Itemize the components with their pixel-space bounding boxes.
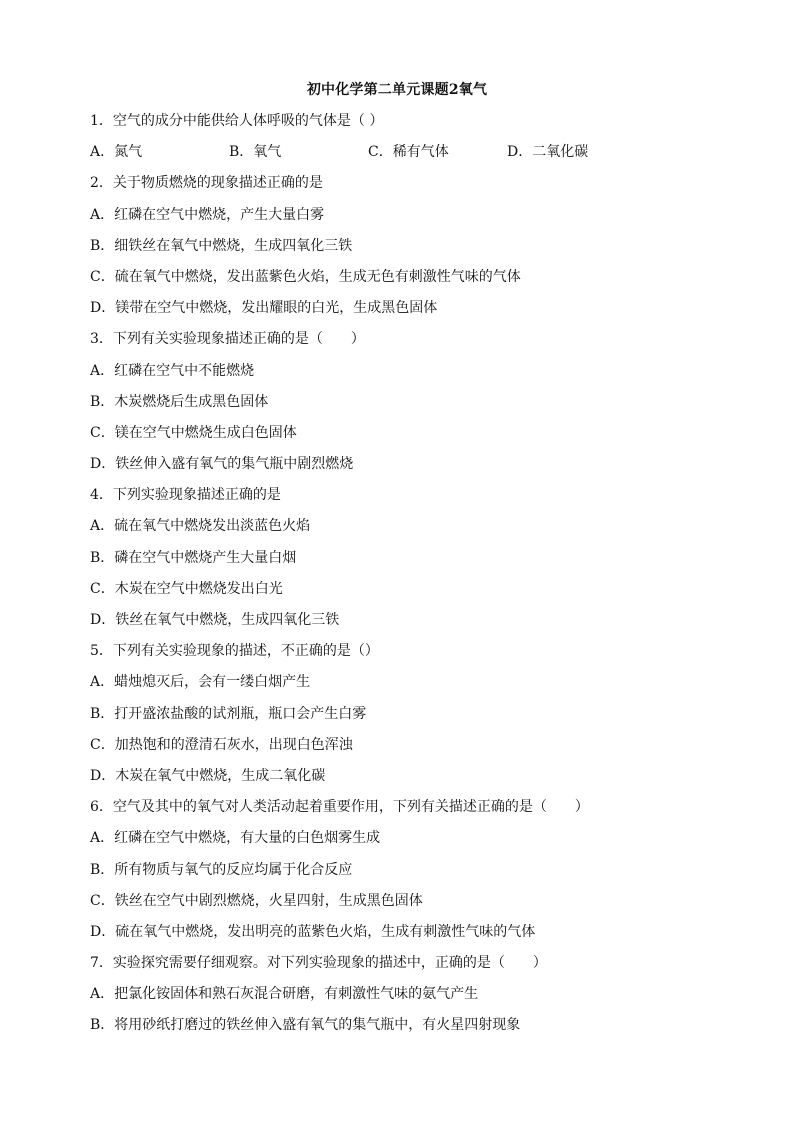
question-6-option-c: C．铁丝在空气中剧烈燃烧，火星四射，生成黑色固体 bbox=[90, 892, 423, 909]
question-5-stem: 5．下列有关实验现象的描述，不正确的是（） bbox=[90, 643, 379, 660]
page-title: 初中化学第二单元课题2氧气 bbox=[306, 82, 488, 98]
question-1-option-a: A．氮气 bbox=[90, 144, 143, 161]
question-2-option-a: A．红磷在空气中燃烧，产生大量白雾 bbox=[90, 206, 325, 223]
question-4-option-c: C．木炭在空气中燃烧发出白光 bbox=[90, 580, 283, 597]
question-3-stem: 3．下列有关实验现象描述正确的是（ ） bbox=[90, 331, 365, 348]
question-1-options bbox=[90, 142, 730, 173]
question-6-stem: 6．空气及其中的氧气对人类活动起着重要作用，下列有关描述正确的是（ ） bbox=[90, 799, 589, 816]
question-5-option-b: B．打开盛浓盐酸的试剂瓶，瓶口会产生白雾 bbox=[90, 705, 367, 722]
question-3-option-b: B．木炭燃烧后生成黑色固体 bbox=[90, 393, 269, 410]
question-6-option-a: A．红磷在空气中燃烧，有大量的白色烟雾生成 bbox=[90, 830, 381, 847]
question-7-stem: 7．实验探究需要仔细观察。对下列实验现象的描述中，正确的是（ ） bbox=[90, 955, 547, 972]
question-list bbox=[90, 111, 730, 1047]
question-4-stem: 4．下列实验现象描述正确的是 bbox=[90, 487, 281, 504]
question-5-option-a: A．蜡烛熄灭后，会有一缕白烟产生 bbox=[90, 674, 311, 691]
question-2-option-d: D．镁带在空气中燃烧，发出耀眼的白光，生成黑色固体 bbox=[90, 300, 438, 317]
question-4-option-b: B．磷在空气中燃烧产生大量白烟 bbox=[90, 549, 297, 566]
question-2-stem: 2．关于物质燃烧的现象描述正确的是 bbox=[90, 175, 323, 192]
question-3-option-a: A．红磷在空气中不能燃烧 bbox=[90, 362, 255, 379]
question-4-option-a: A．硫在氧气中燃烧发出淡蓝色火焰 bbox=[90, 518, 311, 535]
question-6-option-d: D．硫在氧气中燃烧，发出明亮的蓝紫色火焰，生成有刺激性气味的气体 bbox=[90, 923, 536, 940]
question-1-option-b: B．氧气 bbox=[229, 144, 282, 161]
question-2-option-b: B．细铁丝在氧气中燃烧，生成四氧化三铁 bbox=[90, 237, 353, 254]
question-1-option-c: C．稀有气体 bbox=[368, 144, 449, 161]
question-4-option-d: D．铁丝在氧气中燃烧，生成四氧化三铁 bbox=[90, 612, 340, 628]
question-1-option-d: D．二氧化碳 bbox=[507, 144, 589, 161]
question-2-option-c: C．硫在氧气中燃烧，发出蓝紫色火焰，生成无色有刺激性气味的气体 bbox=[90, 268, 521, 285]
question-5-option-c: C．加热饱和的澄清石灰水，出现白色浑浊 bbox=[90, 736, 353, 753]
question-3-option-d: D．铁丝伸入盛有氧气的集气瓶中剧烈燃烧 bbox=[90, 456, 354, 473]
question-5-option-d: D．木炭在氧气中燃烧，生成二氧化碳 bbox=[90, 767, 326, 784]
question-1-stem: 1．空气的成分中能供给人体呼吸的气体是（ ） bbox=[90, 113, 384, 129]
question-7-option-b: B．将用砂纸打磨过的铁丝伸入盛有氧气的集气瓶中，有火星四射现象 bbox=[90, 1017, 521, 1034]
question-6-option-b: B．所有物质与氧气的反应均属于化合反应 bbox=[90, 861, 353, 878]
question-3-option-c: C．镁在空气中燃烧生成白色固体 bbox=[90, 424, 297, 441]
question-7-option-a: A．把氯化铵固体和熟石灰混合研磨，有刺激性气味的氨气产生 bbox=[90, 986, 479, 1003]
